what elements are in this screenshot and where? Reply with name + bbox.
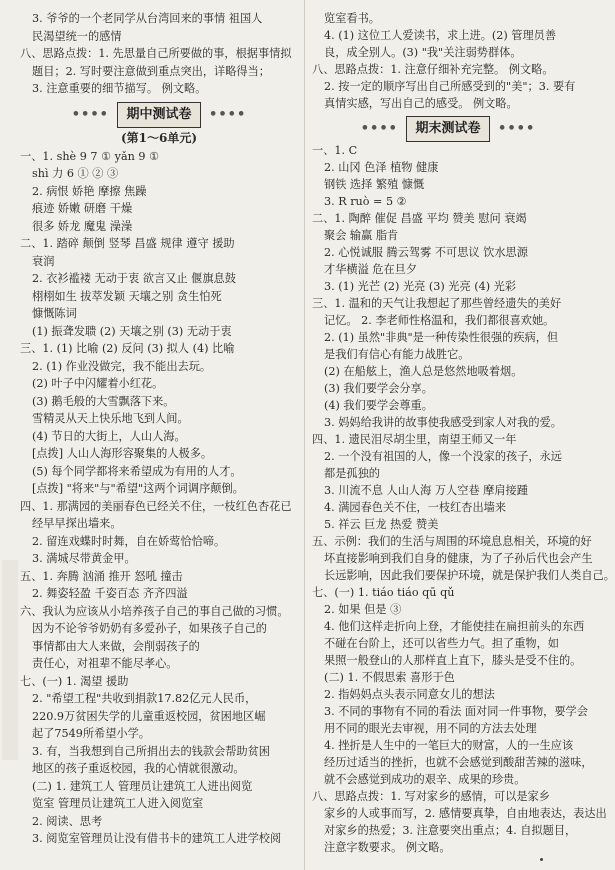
final-answer-line: 不碰在台阶上，还可以省些力气。担了重物，如 [324,637,559,650]
midterm-answer-line: 很多 娇龙 魔鬼 澡澡 [32,219,133,233]
final-answer-line: 是我们有信心有能力战胜它。 [324,348,470,361]
final-answer-line: 5. 祥云 巨龙 热爱 赞美 [324,518,439,531]
midterm-answer-line: 雪精灵从天上快乐地飞到人间。 [32,412,189,425]
final-answer-line: 经历过适当的挫折，也就不会感觉到酸甜苦辣的滋味， [324,756,593,769]
left-top-line: 题目；2. 写时要注意做到重点突出，详略得当； [32,64,270,78]
left-top-line: 3. 注意重要的细节描写。 例文略。 [32,82,207,95]
midterm-answer-line: 六、我认为应该从小培养孩子自己的事自己做的习惯。 [20,604,289,618]
final-answer-line: 3. (1) 光芒 (2) 光亮 (3) 光亮 (4) 光彩 [324,280,517,293]
final-answer-line: 用不同的眼光去审视，用不同的方法去处理 [324,722,537,735]
final-title-text: 期末测试卷 [406,116,489,142]
midterm-answer-line: (4) 节日的大街上，人山人海。 [32,429,186,443]
final-answer-line: 2. 如果 但是 ③ [324,603,402,616]
midterm-answer-line: [点拨] 人山人海形容聚集的人极多。 [32,447,213,460]
right-column [312,10,615,856]
final-answer-line: 4. 他们这样走折向上登，才能使挂在扁担前头的东西 [324,620,585,633]
midterm-answer-line: (3) 鹅毛般的大雪飘落下来。 [32,394,175,408]
faded-side-mark [2,560,18,760]
final-answer-line: 3. 不同的事物有不同的看法 面对同一件事物，要学会 [324,705,588,718]
final-answer-line: 注意字数要求。 例文略。 [324,841,451,854]
final-answer-line: 2. 山冈 色泽 植物 健康 [324,161,439,174]
final-answer-line: 2. 指妈妈点头表示同意女儿的想法 [324,688,495,701]
final-answer-line: 长远影响，因此我们要保护环境，就是保护我们人类自己。 [324,569,615,582]
midterm-answer-line: 地区的孩子重返校园，我的心情就很激动。 [32,762,245,775]
midterm-answer-line: 览室 管理员让建筑工人进入阅览室 [32,797,204,810]
midterm-answer-line: 四、1. 那满园的美丽春色已经关不住，一枝红色杏花已 [20,499,292,513]
midterm-answer-line: 3. 有，当我想到自己所捐出去的钱款会帮助贫困 [32,744,270,758]
midterm-answer-line: shì 力 6 ① ② ③ [32,167,119,180]
footer-dot [540,858,543,861]
final-answer-line: 八、思路点拨：1. 写对家乡的感情，可以是家乡 [312,790,550,803]
final-answer-line: 4. 满园春色关不住，一枝红杏出墙来 [324,501,507,514]
midterm-answer-line: 2. 舞姿轻盈 千姿百态 齐齐四溢 [32,587,188,600]
midterm-answer-line: 责任心，对祖辈不能尽孝心。 [32,657,178,670]
final-answer-line: 对家乡的热爱；3. 注意要突出重点；4. 自拟题目， [324,824,577,837]
right-top-line: 良，成全别人。(3) "我"关注弱势群体。 [324,46,522,59]
final-title: •••• 期末测试卷 •••• [312,116,584,140]
right-top-line: 真情实感，写出自己的感受。 例文略。 [324,97,518,110]
final-answer-line: (3) 我们要学会分享。 [324,382,433,395]
right-top-section [312,10,584,112]
midterm-title-text: 期中测试卷 [117,102,200,128]
right-top-line: 2. 按一定的顺序写出自己所感受到的"美"；3. 要有 [324,80,576,93]
midterm-answer-line: 痕迹 娇嫩 研磨 干燥 [32,202,133,215]
final-answer-line: 家乡的人或事而写，2. 感情要真挚，自由地表达，表达出 [324,807,607,820]
right-top-line: 4. (1) 这位工人爱读书，求上进。(2) 管理员善 [324,29,557,42]
final-answer-line: 3. 川流不息 人山人海 万人空巷 摩肩接踵 [324,484,528,497]
final-answer-line: 2. 一个没有祖国的人，像一个没家的孩子，永远 [324,450,562,463]
midterm-answer-line: 三、1. (1) 比喻 (2) 反问 (3) 拟人 (4) 比喻 [20,342,235,355]
midterm-answer-line: 2. 病恨 娇艳 摩擦 焦躁 [32,184,147,198]
final-answer-line: 都是孤独的 [324,467,380,480]
midterm-answer-line: 栩栩如生 拔萃发颖 天壤之别 贪生怕死 [32,289,222,303]
midterm-answer-line: 3. 满城尽带黄金甲。 [32,552,136,565]
midterm-answer-line: (1) 振聋发聩 (2) 天壤之别 (3) 无动于衷 [32,324,232,338]
left-column [20,10,298,848]
final-answer-line: 4. 挫折是人生中的一笔巨大的财富，人的一生应该 [324,739,574,752]
right-top-line: 八、思路点拨：1. 注意仔细补充完整。 例文略。 [312,63,554,76]
midterm-answer-line: 起了7549所希望小学。 [32,727,150,740]
final-answer-line: 2. 心悦诚服 腾云驾雾 不可思议 饮水思源 [324,246,528,259]
final-answer-line: (2) 在船舷上，渔人总是悠然地吸着烟。 [324,365,523,378]
final-answer-line: 2. (1) 虽然"非典"是一种传染性很强的疾病，但 [324,331,559,344]
midterm-answer-line: 衰润 [32,254,55,268]
midterm-answer-line: 因为不论爷爷奶奶有多爱孙子，如果孩子自己的 [32,622,267,635]
final-answer-line: 3. R ruò = 5 ② [324,195,407,208]
midterm-answer-line: 2. (1) 作业没做完，我不能出去玩。 [32,359,212,373]
midterm-answer-line: (2) 叶子中闪耀着小红花。 [32,377,164,390]
final-answers [312,142,615,856]
right-top-line: 览室看书。 [324,12,380,25]
midterm-subtitle: (第1～6单元) [120,130,198,145]
column-divider [304,0,305,870]
left-top-line: 八、思路点拨：1. 先思量自己所要做的事，根据事情拟 [20,47,292,60]
midterm-answer-line: 慷慨陈词 [32,307,77,320]
midterm-answer-line: 二、1. 踏碎 颠倒 竖琴 昌盛 规律 遵守 援助 [20,237,235,250]
final-answer-line: 聚会 输赢 脂肯 [324,229,399,242]
left-top-line: 民渴望统一的感情 [32,29,122,43]
final-answer-line: 二、1. 陶醉 催促 昌盛 平均 赞美 慰问 衰竭 [312,212,527,225]
final-answer-line: 果照一般登山的人那样直上直下，膝头是受不住的。 [324,654,582,667]
final-answer-line: 五、示例：我们的生活与周围的环境息息相关，环境的好 [312,535,592,548]
final-answer-line: 七、(一) 1. tiáo tiáo qū qǔ [312,586,455,599]
final-answer-line: (4) 我们要学会尊重。 [324,399,433,412]
midterm-answer-line: 2. 衣衫褴褛 无动于衷 欲言又止 偃旗息鼓 [32,272,236,285]
left-top-line: 3. 爷爷的一个老同学从台湾回来的事情 祖国人 [32,12,263,25]
final-answer-line: 3. 妈妈给我讲的故事使我感受到家人对我的爱。 [324,416,562,429]
left-top-section [20,10,298,98]
midterm-answer-line: 经早早探出墙来。 [32,517,122,530]
midterm-answer-line: 220.9万贫困失学的儿童重返校园，贫困地区崛 [32,709,266,723]
midterm-answer-line: 2. 阅读、思考 [32,814,103,828]
midterm-answer-line: 2. "希望工程"共收到捐款17.82亿元人民币， [32,692,257,705]
midterm-answer-line: 七、(一) 1. 渴望 援助 [20,674,129,688]
midterm-answer-line: 五、1. 奔腾 汹涌 推开 怒吼 撞击 [20,569,183,583]
midterm-answer-line: 一、1. shè 9 7 ① yǎn 9 ① [20,149,160,163]
final-answer-line: 才华横溢 危在旦夕 [324,263,418,276]
final-answer-line: 四、1. 遗民泪尽胡尘里，南望王师又一年 [312,433,517,446]
final-answer-line: 三、1. 温和的天气让我想起了那些曾经遗失的美好 [312,297,562,310]
midterm-answer-line: (二) 1. 建筑工人 管理员让建筑工人进出阅览 [32,779,253,793]
final-answer-line: 一、1. C [312,144,358,157]
midterm-answer-line: [点拨] "将来"与"希望"这两个词调序颠倒。 [32,482,244,495]
midterm-title: •••• 期中测试卷 •••• [20,102,298,126]
midterm-answer-line: 2. 留连戏蝶时时舞，自在娇莺恰恰啼。 [32,534,226,548]
midterm-answer-line: 事情都由大人来做，会削弱孩子的 [32,639,200,653]
final-answer-line: 钢铁 选择 繁殖 慷慨 [324,178,425,191]
final-answer-line: (二) 1. 不假思索 喜形于色 [324,671,455,684]
midterm-answers [20,148,298,848]
final-answer-line: 就不会感觉到成功的艰辛、成果的珍贵。 [324,773,526,786]
midterm-answer-line: 3. 阅览室管理员让没有借书卡的建筑工人进学校阅 [32,832,282,845]
midterm-answer-line: (5) 每个同学都将来希望成为有用的人才。 [32,464,242,478]
final-answer-line: 坏直接影响到我们自身的健康，为了子孙后代也会产生 [324,552,593,565]
final-answer-line: 记忆。 2. 李老师性格温和，我们都很喜欢她。 [324,314,555,327]
